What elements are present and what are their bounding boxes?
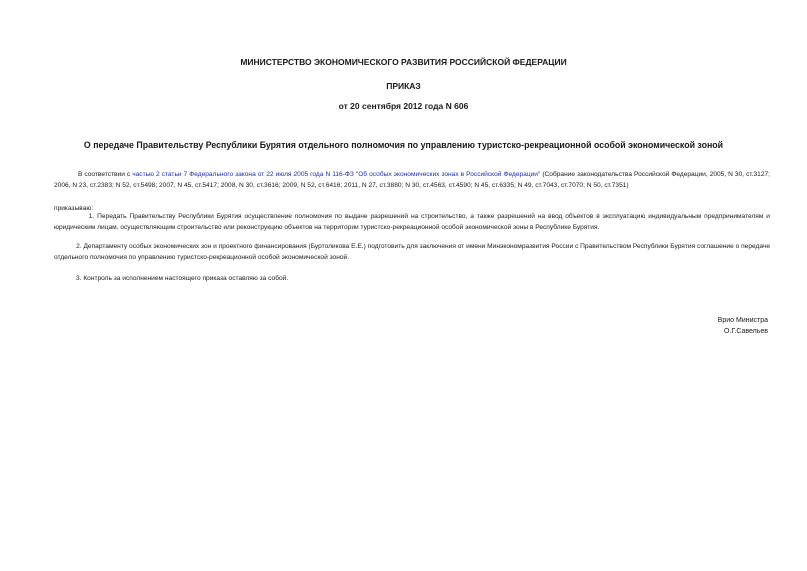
order-word: приказываю: [54,205,94,212]
date-number-heading: от 20 сентября 2012 года N 606 [338,101,469,111]
item-2-text: 2. Департаменту особых экономических зон и проектного финансирования (Буртоликова Е.Е.) подготовить для заключения от имени Минэкономразвития России с Правительством Республики Бурятия соглашение о передаче отдельного полномочия по управлению туристско-рекреационной особой экономической зоной. [54,243,770,261]
ministry-heading: МИНИСТЕРСТВО ЭКОНОМИЧЕСКОГО РАЗВИТИЯ РОССИЙСКОЙ ФЕДЕРАЦИИ [240,57,567,67]
document-title: О передаче Правительству Республики Бурятия отдельного полномочия по управлению туристско-рекреационной особой экономической зоной [83,140,724,150]
item-1-text: 1. Передать Правительству Республики Бурятия осуществление полномочия по выдаче разрешений на строительство, а также разрешений на ввод объектов в эксплуатацию индивидуальным предпринимателям и юридическим лицам, осуществляющим строительство или реконструкцию объектов на территории туристско-рекреационной особой экономической зоны в Республике Бурятия. [54,213,770,231]
item-3 [54,273,770,284]
signature-position: Врио Министра [717,317,768,324]
signature-name: О.Г.Савельев [724,328,768,335]
basis-suffix: (Собрание законодательства Российской Федерации, 2005, N 30, ст.3127; 2006, N 23, ст.2383; N 52, ст.5498; 2007, N 45, ст.5417; 2008, N 30, ст.3616; 2009, N 52, ст.6416; 2011, N 27, ст.3880; N 30, ст.4563, ст.4590; N 45, ст.6335; N 49, ст.7043, ст.7070; N 50, ст.7351) [54,171,771,189]
basis-prefix: В соответствии с [77,171,133,178]
doc-type-heading: ПРИКАЗ [386,81,421,91]
basis-paragraph [54,169,770,191]
item-3-text: 3. Контроль за исполнением настоящего приказа оставляю за собой. [75,275,289,282]
item-1 [54,211,770,233]
law-link[interactable]: частью 2 статьи 7 Федерального закона от 22 июля 2005 года N 116-ФЗ "Об особых экономических зонах в Российской Федерации" [132,171,541,178]
item-2 [54,241,770,263]
